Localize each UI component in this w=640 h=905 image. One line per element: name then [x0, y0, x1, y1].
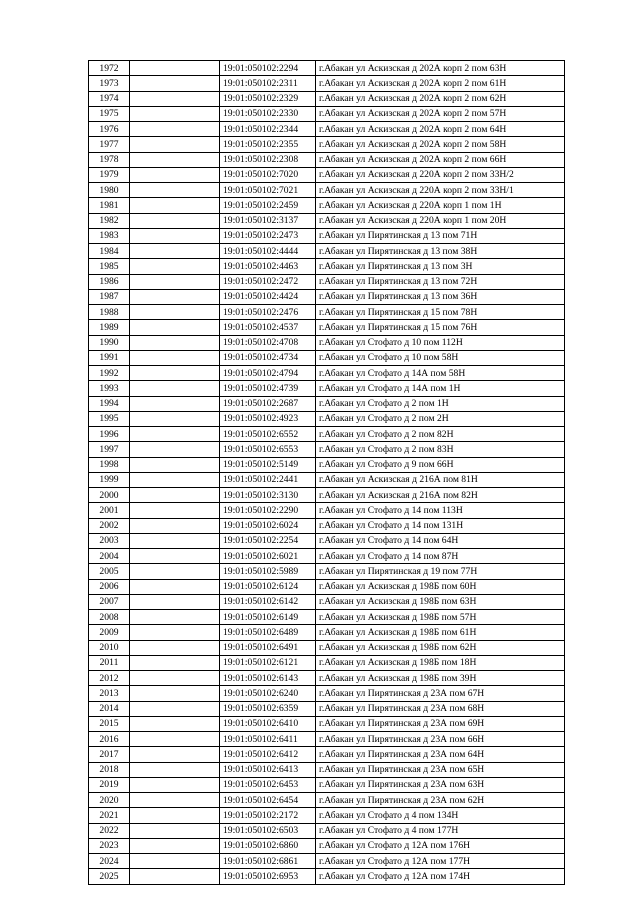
table-row: [89, 503, 565, 518]
table-row: [89, 442, 565, 457]
empty-cell: [130, 213, 220, 228]
row-number-cell: 1974: [89, 91, 130, 106]
address-cell: г.Абакан ул Стофато д 4 пом 177Н: [316, 823, 565, 838]
row-number-cell: 2014: [89, 701, 130, 716]
address-cell: г.Абакан ул Пирятинская д 23А пом 68Н: [316, 701, 565, 716]
table-row: [89, 381, 565, 396]
cadastral-number-cell: 19:01:050102:2172: [220, 808, 316, 823]
empty-cell: [130, 244, 220, 259]
row-number-cell: 2018: [89, 762, 130, 777]
address-cell: г.Абакан ул Пирятинская д 23А пом 69Н: [316, 716, 565, 731]
empty-cell: [130, 122, 220, 137]
empty-cell: [130, 488, 220, 503]
empty-cell: [130, 183, 220, 198]
address-cell: г.Абакан ул Стофато д 4 пом 134Н: [316, 808, 565, 823]
address-cell: г.Абакан ул Аскизская д 198Б пом 18Н: [316, 655, 565, 670]
row-number-cell: 2003: [89, 533, 130, 548]
cadastral-number-cell: 19:01:050102:2329: [220, 91, 316, 106]
cadastral-number-cell: 19:01:050102:5989: [220, 564, 316, 579]
address-cell: г.Абакан ул Пирятинская д 23А пом 62Н: [316, 793, 565, 808]
cadastral-number-cell: 19:01:050102:6861: [220, 854, 316, 869]
row-number-cell: 1998: [89, 457, 130, 472]
table-row: [89, 854, 565, 869]
table-row: [89, 640, 565, 655]
empty-cell: [130, 732, 220, 747]
empty-cell: [130, 533, 220, 548]
cadastral-number-cell: 19:01:050102:4734: [220, 350, 316, 365]
cadastral-number-cell: 19:01:050102:6413: [220, 762, 316, 777]
address-cell: г.Абакан ул Аскизская д 202А корп 2 пом 66Н: [316, 152, 565, 167]
empty-cell: [130, 259, 220, 274]
address-cell: г.Абакан ул Стофато д 2 пом 83Н: [316, 442, 565, 457]
row-number-cell: 2007: [89, 594, 130, 609]
address-cell: г.Абакан ул Аскизская д 202А корп 2 пом 57Н: [316, 106, 565, 121]
row-number-cell: 2017: [89, 747, 130, 762]
address-cell: г.Абакан ул Пирятинская д 13 пом 36Н: [316, 289, 565, 304]
address-cell: г.Абакан ул Стофато д 14 пом 131Н: [316, 518, 565, 533]
address-cell: г.Абакан ул Пирятинская д 23А пом 65Н: [316, 762, 565, 777]
table-row: [89, 838, 565, 853]
cadastral-number-cell: 19:01:050102:6359: [220, 701, 316, 716]
address-cell: г.Абакан ул Аскизская д 202А корп 2 пом 58Н: [316, 137, 565, 152]
row-number-cell: 2008: [89, 610, 130, 625]
row-number-cell: 1992: [89, 366, 130, 381]
table-row: [89, 533, 565, 548]
empty-cell: [130, 671, 220, 686]
row-number-cell: 1996: [89, 427, 130, 442]
address-cell: г.Абакан ул Аскизская д 220А корп 2 пом 33Н/1: [316, 183, 565, 198]
empty-cell: [130, 808, 220, 823]
address-cell: г.Абакан ул Аскизская д 198Б пом 62Н: [316, 640, 565, 655]
row-number-cell: 1987: [89, 289, 130, 304]
row-number-cell: 1976: [89, 122, 130, 137]
empty-cell: [130, 366, 220, 381]
address-cell: г.Абакан ул Аскизская д 198Б пом 63Н: [316, 594, 565, 609]
table-row: [89, 213, 565, 228]
row-number-cell: 2012: [89, 671, 130, 686]
empty-cell: [130, 396, 220, 411]
address-cell: г.Абакан ул Пирятинская д 13 пом 71Н: [316, 228, 565, 243]
table-row: [89, 549, 565, 564]
empty-cell: [130, 289, 220, 304]
address-cell: г.Абакан ул Пирятинская д 13 пом 72Н: [316, 274, 565, 289]
empty-cell: [130, 152, 220, 167]
table-row: [89, 762, 565, 777]
row-number-cell: 2025: [89, 869, 130, 884]
cadastral-number-cell: 19:01:050102:2294: [220, 61, 316, 76]
table-row: [89, 106, 565, 121]
address-cell: г.Абакан ул Аскизская д 220А корп 2 пом 33Н/2: [316, 167, 565, 182]
empty-cell: [130, 564, 220, 579]
table-row: [89, 594, 565, 609]
empty-cell: [130, 335, 220, 350]
table-row: [89, 732, 565, 747]
table-row: [89, 350, 565, 365]
cadastral-number-cell: 19:01:050102:3130: [220, 488, 316, 503]
address-cell: г.Абакан ул Аскизская д 216А пом 81Н: [316, 472, 565, 487]
empty-cell: [130, 869, 220, 884]
table-row: [89, 747, 565, 762]
address-cell: г.Абакан ул Стофато д 2 пом 2Н: [316, 411, 565, 426]
cadastral-number-cell: 19:01:050102:2290: [220, 503, 316, 518]
address-cell: г.Абакан ул Стофато д 14А пом 58Н: [316, 366, 565, 381]
cadastral-number-cell: 19:01:050102:6953: [220, 869, 316, 884]
empty-cell: [130, 61, 220, 76]
cadastral-number-cell: 19:01:050102:7020: [220, 167, 316, 182]
cadastral-number-cell: 19:01:050102:6121: [220, 655, 316, 670]
cadastral-number-cell: 19:01:050102:6454: [220, 793, 316, 808]
row-number-cell: 2010: [89, 640, 130, 655]
table-row: [89, 396, 565, 411]
table-row: [89, 869, 565, 884]
row-number-cell: 1981: [89, 198, 130, 213]
cadastral-number-cell: 19:01:050102:6410: [220, 716, 316, 731]
empty-cell: [130, 305, 220, 320]
address-cell: г.Абакан ул Пирятинская д 23А пом 64Н: [316, 747, 565, 762]
table-row: [89, 61, 565, 76]
address-cell: г.Абакан ул Аскизская д 198Б пом 57Н: [316, 610, 565, 625]
address-cell: г.Абакан ул Стофато д 14 пом 113Н: [316, 503, 565, 518]
address-cell: г.Абакан ул Пирятинская д 23А пом 63Н: [316, 777, 565, 792]
empty-cell: [130, 228, 220, 243]
empty-cell: [130, 457, 220, 472]
row-number-cell: 1999: [89, 472, 130, 487]
address-cell: г.Абакан ул Пирятинская д 15 пом 76Н: [316, 320, 565, 335]
empty-cell: [130, 640, 220, 655]
table-row: [89, 427, 565, 442]
address-cell: г.Абакан ул Аскизская д 198Б пом 60Н: [316, 579, 565, 594]
empty-cell: [130, 411, 220, 426]
empty-cell: [130, 549, 220, 564]
cadastral-number-cell: 19:01:050102:4708: [220, 335, 316, 350]
row-number-cell: 2019: [89, 777, 130, 792]
empty-cell: [130, 594, 220, 609]
row-number-cell: 1988: [89, 305, 130, 320]
table-row: [89, 335, 565, 350]
empty-cell: [130, 198, 220, 213]
cadastral-number-cell: 19:01:050102:4424: [220, 289, 316, 304]
address-cell: г.Абакан ул Стофато д 12А пом 176Н: [316, 838, 565, 853]
table-row: [89, 564, 565, 579]
empty-cell: [130, 472, 220, 487]
row-number-cell: 2013: [89, 686, 130, 701]
cadastral-number-cell: 19:01:050102:3137: [220, 213, 316, 228]
table-row: [89, 228, 565, 243]
table-row: [89, 289, 565, 304]
table-row: [89, 716, 565, 731]
row-number-cell: 2002: [89, 518, 130, 533]
empty-cell: [130, 716, 220, 731]
cadastral-number-cell: 19:01:050102:2344: [220, 122, 316, 137]
row-number-cell: 1973: [89, 76, 130, 91]
table-row: [89, 777, 565, 792]
address-cell: г.Абакан ул Стофато д 9 пом 66Н: [316, 457, 565, 472]
row-number-cell: 1997: [89, 442, 130, 457]
table-row: [89, 183, 565, 198]
row-number-cell: 1980: [89, 183, 130, 198]
cadastral-number-cell: 19:01:050102:2311: [220, 76, 316, 91]
empty-cell: [130, 747, 220, 762]
empty-cell: [130, 320, 220, 335]
row-number-cell: 2015: [89, 716, 130, 731]
row-number-cell: 2000: [89, 488, 130, 503]
empty-cell: [130, 854, 220, 869]
empty-cell: [130, 762, 220, 777]
row-number-cell: 2004: [89, 549, 130, 564]
table-row: [89, 823, 565, 838]
property-registry-table: [88, 60, 565, 885]
row-number-cell: 1989: [89, 320, 130, 335]
row-number-cell: 1994: [89, 396, 130, 411]
cadastral-number-cell: 19:01:050102:6124: [220, 579, 316, 594]
table-row: [89, 411, 565, 426]
row-number-cell: 2001: [89, 503, 130, 518]
table-row: [89, 366, 565, 381]
empty-cell: [130, 579, 220, 594]
cadastral-number-cell: 19:01:050102:7021: [220, 183, 316, 198]
row-number-cell: 2009: [89, 625, 130, 640]
address-cell: г.Абакан ул Аскизская д 198Б пом 61Н: [316, 625, 565, 640]
row-number-cell: 1991: [89, 350, 130, 365]
row-number-cell: 1993: [89, 381, 130, 396]
table-row: [89, 274, 565, 289]
table-row: [89, 122, 565, 137]
address-cell: г.Абакан ул Пирятинская д 23А пом 67Н: [316, 686, 565, 701]
table-row: [89, 686, 565, 701]
table-row: [89, 167, 565, 182]
address-cell: г.Абакан ул Стофато д 14 пом 87Н: [316, 549, 565, 564]
address-cell: г.Абакан ул Аскизская д 216А пом 82Н: [316, 488, 565, 503]
row-number-cell: 1977: [89, 137, 130, 152]
row-number-cell: 1972: [89, 61, 130, 76]
cadastral-number-cell: 19:01:050102:5149: [220, 457, 316, 472]
cadastral-number-cell: 19:01:050102:2254: [220, 533, 316, 548]
cadastral-number-cell: 19:01:050102:6552: [220, 427, 316, 442]
empty-cell: [130, 610, 220, 625]
row-number-cell: 1986: [89, 274, 130, 289]
address-cell: г.Абакан ул Аскизская д 220А корп 1 пом 20Н: [316, 213, 565, 228]
cadastral-number-cell: 19:01:050102:4444: [220, 244, 316, 259]
address-cell: г.Абакан ул Стофато д 10 пом 58Н: [316, 350, 565, 365]
table-row: [89, 244, 565, 259]
empty-cell: [130, 167, 220, 182]
row-number-cell: 2006: [89, 579, 130, 594]
cadastral-number-cell: 19:01:050102:4794: [220, 366, 316, 381]
cadastral-number-cell: 19:01:050102:6149: [220, 610, 316, 625]
empty-cell: [130, 442, 220, 457]
row-number-cell: 1983: [89, 228, 130, 243]
cadastral-number-cell: 19:01:050102:2330: [220, 106, 316, 121]
row-number-cell: 1975: [89, 106, 130, 121]
cadastral-number-cell: 19:01:050102:6240: [220, 686, 316, 701]
cadastral-number-cell: 19:01:050102:6503: [220, 823, 316, 838]
table-row: [89, 76, 565, 91]
row-number-cell: 2005: [89, 564, 130, 579]
cadastral-number-cell: 19:01:050102:6453: [220, 777, 316, 792]
address-cell: г.Абакан ул Пирятинская д 23А пом 66Н: [316, 732, 565, 747]
cadastral-number-cell: 19:01:050102:2459: [220, 198, 316, 213]
table-row: [89, 91, 565, 106]
cadastral-number-cell: 19:01:050102:6553: [220, 442, 316, 457]
cadastral-number-cell: 19:01:050102:6021: [220, 549, 316, 564]
address-cell: г.Абакан ул Пирятинская д 13 пом 38Н: [316, 244, 565, 259]
cadastral-number-cell: 19:01:050102:2473: [220, 228, 316, 243]
cadastral-number-cell: 19:01:050102:6491: [220, 640, 316, 655]
table-row: [89, 472, 565, 487]
registry-table-body: [89, 61, 565, 885]
empty-cell: [130, 838, 220, 853]
empty-cell: [130, 76, 220, 91]
address-cell: г.Абакан ул Стофато д 14А пом 1Н: [316, 381, 565, 396]
row-number-cell: 1995: [89, 411, 130, 426]
row-number-cell: 1982: [89, 213, 130, 228]
cadastral-number-cell: 19:01:050102:4923: [220, 411, 316, 426]
empty-cell: [130, 137, 220, 152]
address-cell: г.Абакан ул Пирятинская д 13 пом 3Н: [316, 259, 565, 274]
table-row: [89, 152, 565, 167]
table-row: [89, 671, 565, 686]
cadastral-number-cell: 19:01:050102:6412: [220, 747, 316, 762]
row-number-cell: 2016: [89, 732, 130, 747]
cadastral-number-cell: 19:01:050102:6142: [220, 594, 316, 609]
empty-cell: [130, 274, 220, 289]
cadastral-number-cell: 19:01:050102:2308: [220, 152, 316, 167]
cadastral-number-cell: 19:01:050102:4463: [220, 259, 316, 274]
cadastral-number-cell: 19:01:050102:6024: [220, 518, 316, 533]
row-number-cell: 1984: [89, 244, 130, 259]
address-cell: г.Абакан ул Аскизская д 202А корп 2 пом 61Н: [316, 76, 565, 91]
row-number-cell: 2011: [89, 655, 130, 670]
row-number-cell: 1985: [89, 259, 130, 274]
address-cell: г.Абакан ул Пирятинская д 15 пом 78Н: [316, 305, 565, 320]
table-row: [89, 198, 565, 213]
empty-cell: [130, 793, 220, 808]
table-row: [89, 457, 565, 472]
address-cell: г.Абакан ул Аскизская д 202А корп 2 пом 62Н: [316, 91, 565, 106]
document-page: [88, 60, 565, 885]
row-number-cell: 1978: [89, 152, 130, 167]
cadastral-number-cell: 19:01:050102:2476: [220, 305, 316, 320]
empty-cell: [130, 381, 220, 396]
address-cell: г.Абакан ул Стофато д 12А пом 177Н: [316, 854, 565, 869]
table-row: [89, 320, 565, 335]
empty-cell: [130, 625, 220, 640]
cadastral-number-cell: 19:01:050102:2355: [220, 137, 316, 152]
cadastral-number-cell: 19:01:050102:2441: [220, 472, 316, 487]
empty-cell: [130, 686, 220, 701]
empty-cell: [130, 427, 220, 442]
empty-cell: [130, 106, 220, 121]
table-row: [89, 701, 565, 716]
address-cell: г.Абакан ул Стофато д 12А пом 174Н: [316, 869, 565, 884]
row-number-cell: 1990: [89, 335, 130, 350]
empty-cell: [130, 91, 220, 106]
cadastral-number-cell: 19:01:050102:6860: [220, 838, 316, 853]
table-row: [89, 259, 565, 274]
address-cell: г.Абакан ул Аскизская д 202А корп 2 пом 64Н: [316, 122, 565, 137]
row-number-cell: 2023: [89, 838, 130, 853]
table-row: [89, 610, 565, 625]
cadastral-number-cell: 19:01:050102:2472: [220, 274, 316, 289]
address-cell: г.Абакан ул Стофато д 14 пом 64Н: [316, 533, 565, 548]
address-cell: г.Абакан ул Аскизская д 220А корп 1 пом 1Н: [316, 198, 565, 213]
cadastral-number-cell: 19:01:050102:2687: [220, 396, 316, 411]
cadastral-number-cell: 19:01:050102:4537: [220, 320, 316, 335]
empty-cell: [130, 503, 220, 518]
cadastral-number-cell: 19:01:050102:6143: [220, 671, 316, 686]
address-cell: г.Абакан ул Стофато д 2 пом 82Н: [316, 427, 565, 442]
cadastral-number-cell: 19:01:050102:6489: [220, 625, 316, 640]
table-row: [89, 488, 565, 503]
row-number-cell: 2024: [89, 854, 130, 869]
cadastral-number-cell: 19:01:050102:4739: [220, 381, 316, 396]
address-cell: г.Абакан ул Аскизская д 198Б пом 39Н: [316, 671, 565, 686]
table-row: [89, 655, 565, 670]
row-number-cell: 2022: [89, 823, 130, 838]
address-cell: г.Абакан ул Стофато д 10 пом 112Н: [316, 335, 565, 350]
table-row: [89, 137, 565, 152]
table-row: [89, 579, 565, 594]
table-row: [89, 625, 565, 640]
table-row: [89, 305, 565, 320]
empty-cell: [130, 518, 220, 533]
address-cell: г.Абакан ул Аскизская д 202А корп 2 пом 63Н: [316, 61, 565, 76]
empty-cell: [130, 655, 220, 670]
table-row: [89, 518, 565, 533]
address-cell: г.Абакан ул Пирятинская д 19 пом 77Н: [316, 564, 565, 579]
empty-cell: [130, 823, 220, 838]
table-row: [89, 808, 565, 823]
row-number-cell: 1979: [89, 167, 130, 182]
cadastral-number-cell: 19:01:050102:6411: [220, 732, 316, 747]
row-number-cell: 2021: [89, 808, 130, 823]
row-number-cell: 2020: [89, 793, 130, 808]
empty-cell: [130, 777, 220, 792]
empty-cell: [130, 350, 220, 365]
table-row: [89, 793, 565, 808]
address-cell: г.Абакан ул Стофато д 2 пом 1Н: [316, 396, 565, 411]
empty-cell: [130, 701, 220, 716]
